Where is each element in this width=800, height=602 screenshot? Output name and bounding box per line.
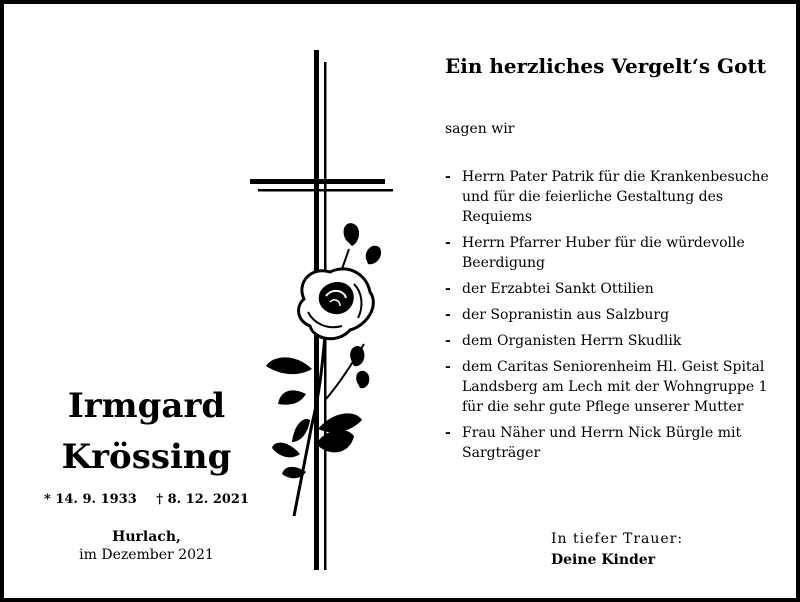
list-item xyxy=(445,357,785,417)
birth-date: * 14. 9. 1933 xyxy=(44,492,137,507)
deceased-last-name: Krössing xyxy=(61,437,232,477)
deceased-first-name: Irmgard xyxy=(67,386,226,426)
list-item xyxy=(445,331,785,351)
town-name: Hurlach, xyxy=(112,529,181,545)
list-item-text: der Sopranistin aus Salzburg xyxy=(462,307,670,323)
thanks-list xyxy=(445,167,785,469)
cross-icon xyxy=(234,44,414,574)
list-item-text: dem Caritas Seniorenheim Hl. Geist Spital Landsberg am Lech mit der Wohngruppe 1 für die sehr gute Pflege unserer Mutter xyxy=(462,359,768,415)
dash-bullet: - xyxy=(445,307,451,323)
notice-date: im Dezember 2021 xyxy=(79,547,214,563)
signature: Deine Kinder xyxy=(551,552,656,568)
dash-bullet: - xyxy=(445,281,451,297)
list-item-text: dem Organisten Herrn Skudlik xyxy=(462,333,682,349)
list-item-text: Herrn Pfarrer Huber für die würdevolle Beerdigung xyxy=(462,235,745,271)
gratitude-intro: sagen wir xyxy=(445,121,515,137)
dash-bullet: - xyxy=(445,235,451,251)
list-item xyxy=(445,167,785,227)
list-item-text: der Erzabtei Sankt Ottilien xyxy=(462,281,654,297)
rose-icon xyxy=(266,223,381,516)
dash-bullet: - xyxy=(445,169,451,185)
death-date: † 8. 12. 2021 xyxy=(156,492,249,507)
list-item xyxy=(445,233,785,273)
dash-bullet: - xyxy=(445,359,451,375)
list-item-text: Frau Näher und Herrn Nick Bürgle mit Sargträger xyxy=(462,425,742,461)
gratitude-heading: Ein herzliches Vergelt‘s Gott xyxy=(445,54,766,78)
life-dates xyxy=(44,492,249,507)
dash-bullet: - xyxy=(445,333,451,349)
list-item xyxy=(445,279,785,299)
list-item-text: Herrn Pater Patrik für die Krankenbesuche und für die feierliche Gestaltung des Requiems xyxy=(462,169,769,225)
list-item xyxy=(445,423,785,463)
list-item xyxy=(445,305,785,325)
dash-bullet: - xyxy=(445,425,451,441)
place-and-date xyxy=(64,528,229,564)
mourning-label: In tiefer Trauer: xyxy=(551,531,684,547)
